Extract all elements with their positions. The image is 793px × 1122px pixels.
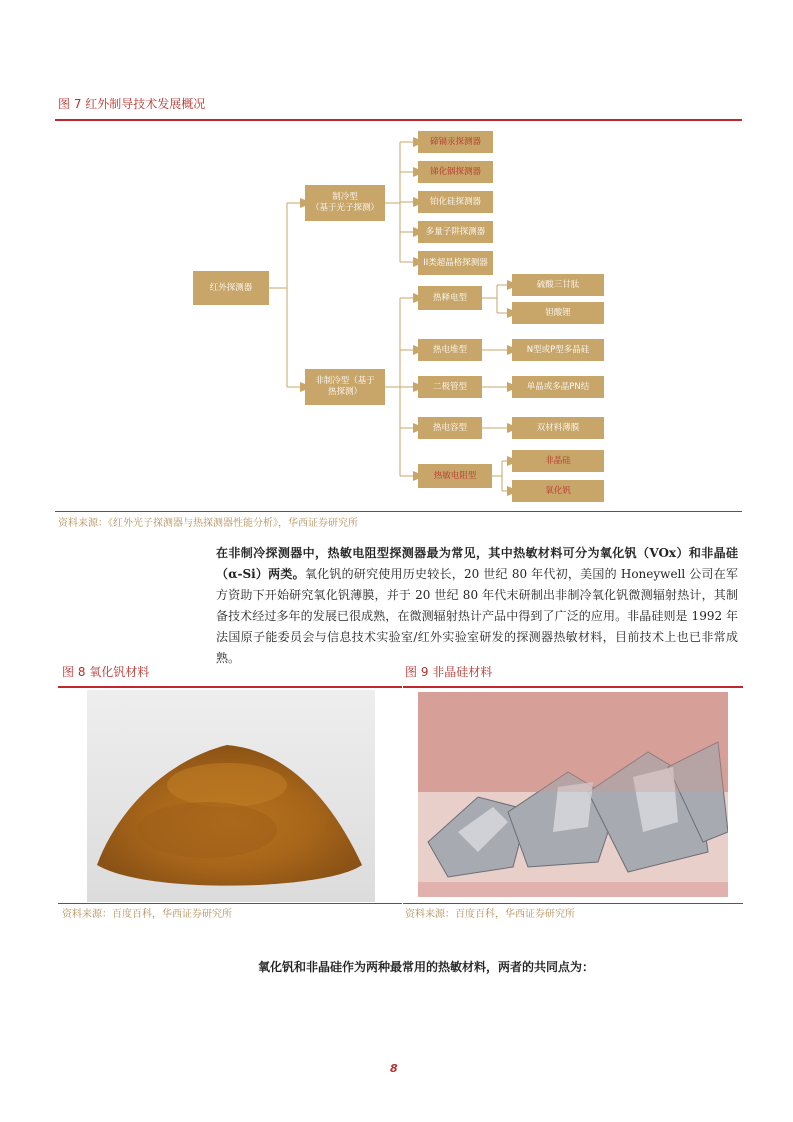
node-pyro-child: 硫酸三甘肽 [512,274,604,296]
node-capacitor: 热电容型 [418,417,482,439]
node-pyro-child: 钽酸锂 [512,302,604,324]
figure9-bottom-rule [403,903,743,904]
node-capacitor-child: 双材料薄膜 [512,417,604,439]
figure8-title: 图 8 氧化钒材料 [62,665,150,679]
node-cooled-child: II类超晶格探测器 [418,251,493,275]
figure9-top-rule [403,686,743,688]
figure9-title: 图 9 非晶硅材料 [405,665,493,679]
figure8-source: 资料来源：百度百科，华西证券研究所 [62,909,232,920]
paragraph-bold-lead: 在非制冷探测器中，热敏电阻型探测器最为常见，其中热敏材料可分为氧化钒（VOx）和非晶硅（α-Si）两类。 [216,546,738,581]
paragraph-body: 氧化钒的研究使用历史较长，20 世纪 80 年代初，美国的 Honeywell 公司在军方资助下开始研究氧化钒薄膜，并于 20 世纪 80 年代末研制出非制冷氧化钒微测辐射热计，其制备技术经过多年的发展已很成熟，在微测辐射热计产品中得到了广泛的应用。非晶硅则是 1992 年法国原子能委员会与信息技术实验室/红外实验室研发的探测器热敏材料，目前技术上也已非常成熟。 [216,567,738,665]
node-cooled: 制冷型 （基于光子探测） [305,185,385,221]
node-cooled-child: 铂化硅探测器 [418,191,493,213]
vanadium-oxide-photo [87,690,375,902]
node-thermistor-child: 氧化钒 [512,480,604,502]
closing-text: 氧化钒和非晶硅作为两种最常用的热敏材料，两者的共同点为： [258,960,595,974]
figure8-bottom-rule [58,903,402,904]
node-uncooled: 非制冷型（基于 热探测） [305,369,385,405]
figure8-top-rule [58,686,402,688]
node-thermopile: 热电堆型 [418,339,482,361]
figure7-source: 资料来源：《红外光子探测器与热探测器性能分析》，华西证券研究所 [58,518,358,529]
figure9-source: 资料来源：百度百科，华西证券研究所 [405,909,575,920]
node-cooled-child: 碲镉汞探测器 [418,131,493,153]
node-thermistor-child: 非晶硅 [512,450,604,472]
node-pyroelectric: 热释电型 [418,286,482,310]
page-number: 8 [390,1062,398,1075]
node-diode: 二极管型 [418,376,482,398]
figure7-title: 图 7 红外制导技术发展概况 [58,97,206,111]
figure7-bottom-rule [55,511,742,512]
tree-connectors [0,0,793,510]
amorphous-silicon-photo [418,692,728,897]
node-root: 红外探测器 [193,271,269,305]
node-cooled-child: 多量子阱探测器 [418,221,493,243]
node-thermopile-child: N型或P型多晶硅 [512,339,604,361]
node-cooled-child: 锑化铟探测器 [418,161,493,183]
node-diode-child: 单晶或多晶PN结 [512,376,604,398]
body-paragraph [216,543,738,669]
node-thermistor: 热敏电阻型 [418,464,492,488]
